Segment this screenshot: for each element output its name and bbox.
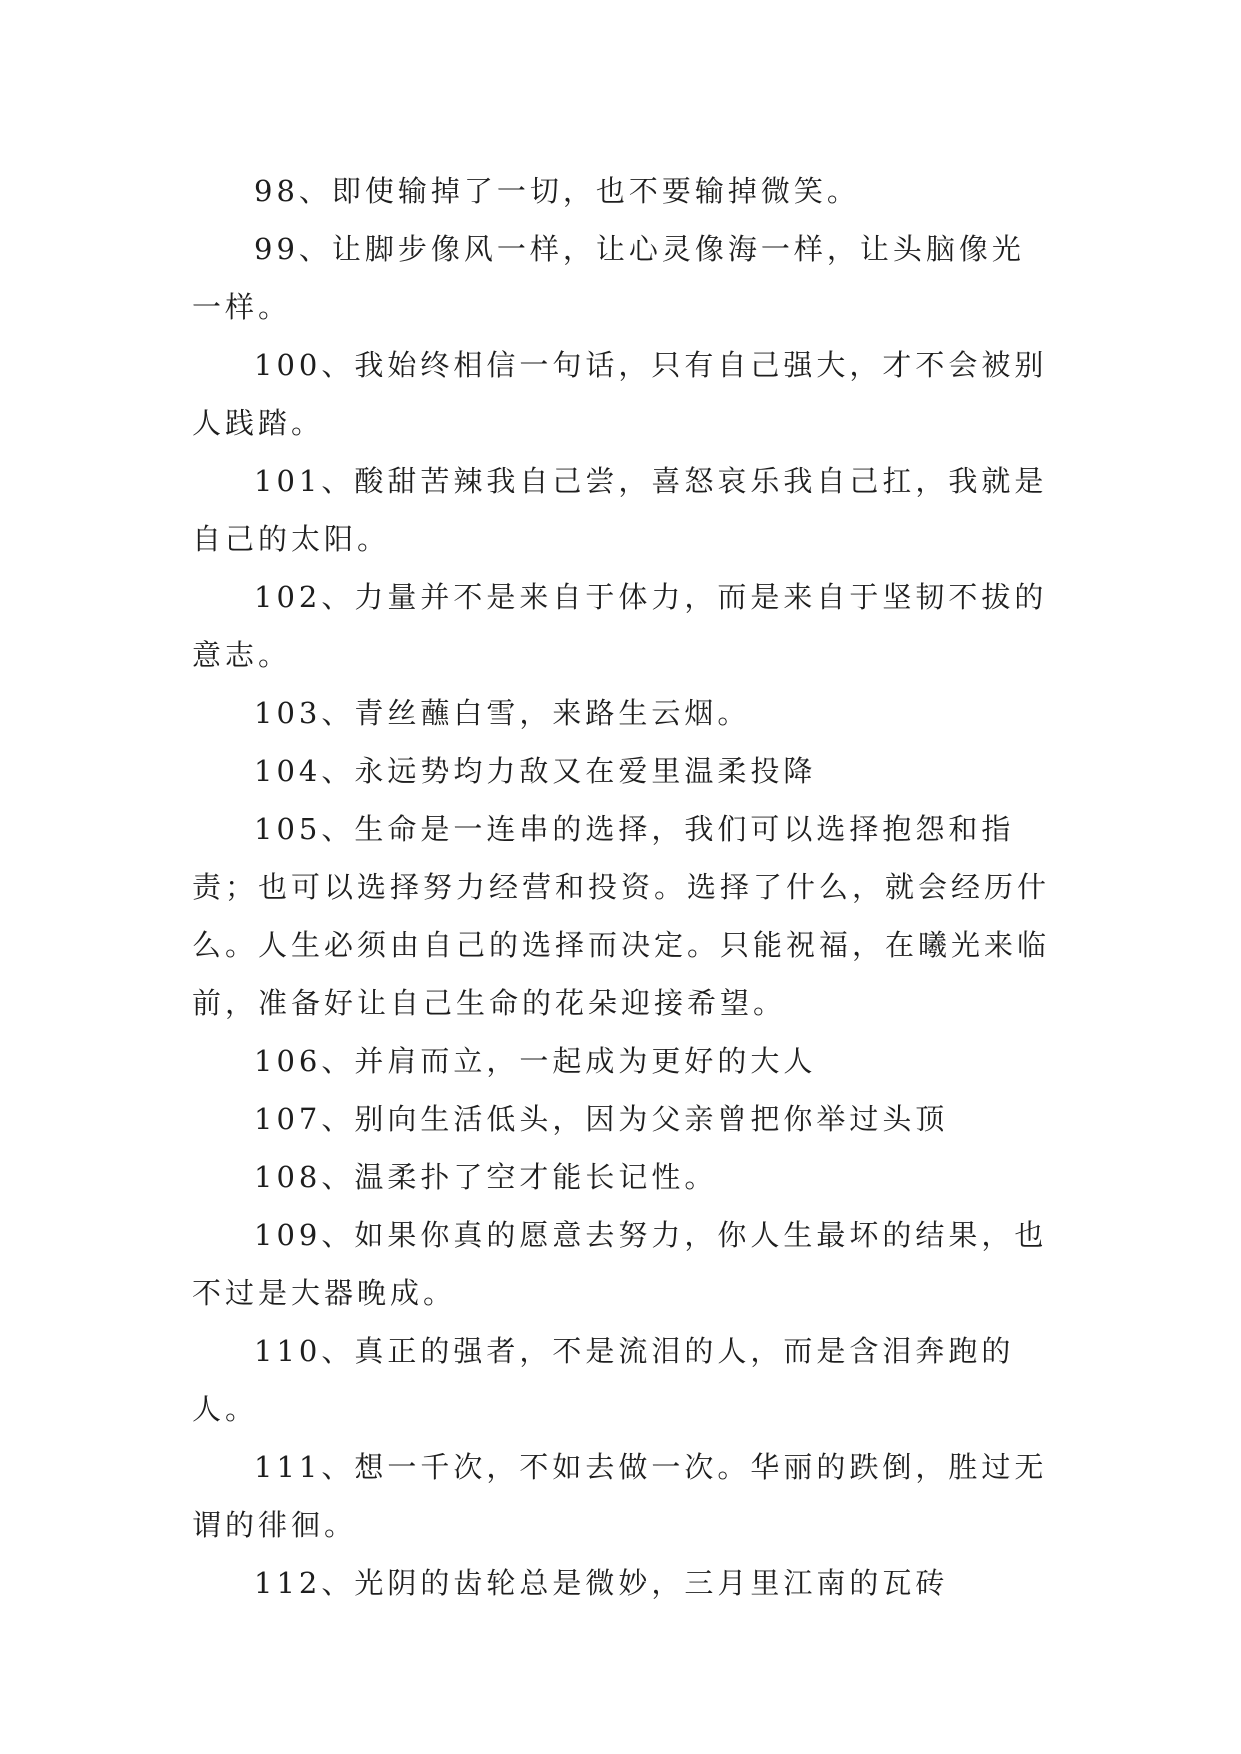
paragraph-103: 103、青丝蘸白雪，来路生云烟。 [254, 696, 751, 730]
paragraph-100: 100、我始终相信一句话，只有自己强大，才不会被别人践踏。 [192, 348, 1048, 440]
paragraph-101: 101、酸甜苦辣我自己尝，喜怒哀乐我自己扛，我就是自己的太阳。 [192, 464, 1048, 556]
document-body [192, 162, 1054, 1612]
paragraph-98: 98、即使输掉了一切，也不要输掉微笑。 [254, 174, 860, 208]
paragraph-109: 109、如果你真的愿意去努力，你人生最坏的结果，也不过是大器晚成。 [192, 1218, 1048, 1310]
paragraph-105: 105、生命是一连串的选择，我们可以选择抱怨和指责；也可以选择努力经营和投资。选择了什么，就会经历什么。人生必须由自己的选择而决定。只能祝福，在曦光来临前，准备好让自己生命的花朵迎接希望。 [192, 812, 1051, 1020]
paragraph-108: 108、温柔扑了空才能长记性。 [254, 1160, 718, 1194]
paragraph-99: 99、让脚步像风一样，让心灵像海一样，让头脑像光一样。 [192, 232, 1025, 324]
paragraph-102: 102、力量并不是来自于体力，而是来自于坚韧不拔的意志。 [192, 580, 1048, 672]
paragraph-110: 110、真正的强者，不是流泪的人，而是含泪奔跑的人。 [192, 1334, 1015, 1426]
paragraph-112: 112、光阴的齿轮总是微妙，三月里江南的瓦砖 [254, 1566, 949, 1600]
paragraph-107: 107、别向生活低头，因为父亲曾把你举过头顶 [254, 1102, 949, 1136]
paragraph-106: 106、并肩而立，一起成为更好的大人 [254, 1044, 817, 1078]
paragraph-104: 104、永远势均力敌又在爱里温柔投降 [254, 754, 817, 788]
paragraph-111: 111、想一千次，不如去做一次。华丽的跌倒，胜过无谓的徘徊。 [192, 1450, 1048, 1542]
